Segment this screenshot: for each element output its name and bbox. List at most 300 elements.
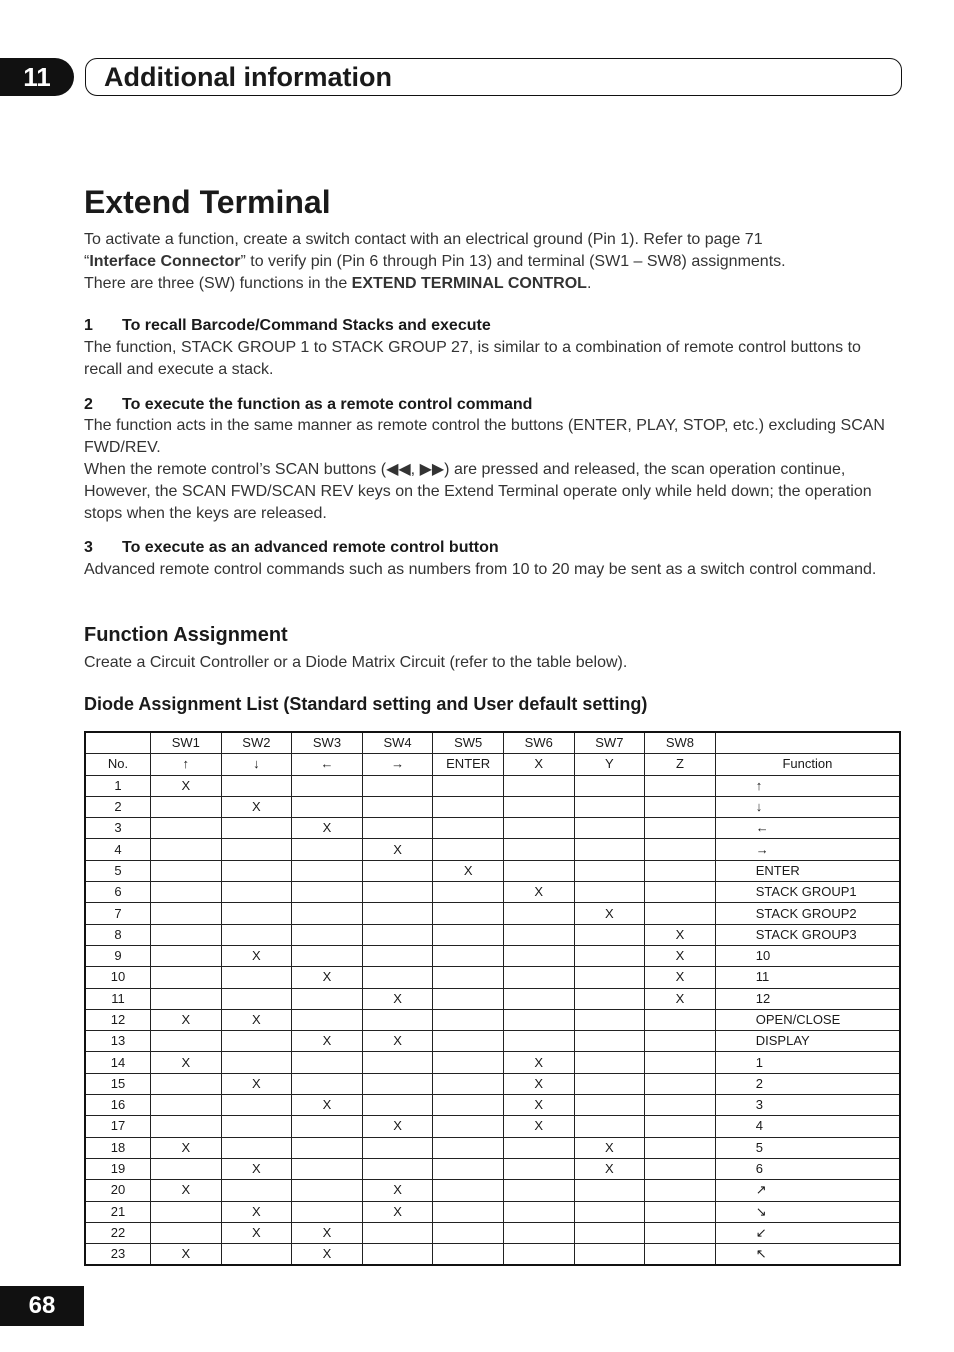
switch-cell <box>292 924 363 945</box>
table-row <box>85 860 900 881</box>
switch-cell: X <box>574 1137 645 1158</box>
switch-cell <box>645 1180 716 1201</box>
switch-cell: X <box>503 1095 574 1116</box>
switch-cell: X <box>645 988 716 1009</box>
switch-cell <box>292 1073 363 1094</box>
step-2-number: 2 <box>84 396 93 413</box>
step-3-title: To execute as an advanced remote control button <box>122 539 499 556</box>
function-cell: ENTER <box>715 860 900 881</box>
switch-cell <box>292 1009 363 1030</box>
switch-cell <box>292 945 363 966</box>
switch-cell <box>151 945 222 966</box>
table-row <box>85 988 900 1009</box>
chapter-title: Additional information <box>104 62 392 92</box>
switch-cell <box>292 1137 363 1158</box>
switch-cell: ← <box>292 754 363 775</box>
switch-cell <box>292 775 363 796</box>
function-cell: 12 <box>715 988 900 1009</box>
step-1-title: To recall Barcode/Command Stacks and execute <box>122 317 491 334</box>
function-cell: ← <box>715 818 900 839</box>
switch-cell <box>221 1137 292 1158</box>
switch-cell <box>645 903 716 924</box>
switch-cell: X <box>362 1180 433 1201</box>
intro-line3-post: . <box>586 275 592 292</box>
switch-cell <box>574 924 645 945</box>
switch-cell <box>151 1031 222 1052</box>
switch-cell: X <box>574 903 645 924</box>
table-header-row-switches <box>85 732 900 754</box>
switch-cell <box>574 988 645 1009</box>
function-cell: → <box>715 839 900 860</box>
switch-cell <box>503 796 574 817</box>
switch-cell <box>221 882 292 903</box>
switch-cell <box>433 1201 504 1222</box>
switch-cell: X <box>362 1031 433 1052</box>
switch-cell <box>362 1158 433 1179</box>
switch-cell <box>292 796 363 817</box>
step-2-title: To execute the function as a remote control command <box>122 396 533 413</box>
intro-line1: To activate a function, create a switch contact with an electrical ground (Pin 1). Refer to page 71 <box>84 231 763 248</box>
step-2-text-scan: When the remote control’s SCAN buttons (◀◀, ▶▶) are pressed and released, the scan operation continue, However, the SCAN FWD/SCAN REV keys on the Extend Terminal operate only while held down; the operation stops when the keys are released. <box>84 461 872 522</box>
switch-cell <box>433 988 504 1009</box>
extend-terminal-control-ref: EXTEND TERMINAL CONTROL <box>351 275 587 292</box>
switch-cell <box>645 1095 716 1116</box>
switch-cell <box>292 988 363 1009</box>
table-row <box>85 1201 900 1222</box>
function-cell: STACK GROUP1 <box>715 882 900 903</box>
chapter-number-badge: 11 <box>0 58 74 96</box>
step-1-text: The function, STACK GROUP 1 to STACK GROUP 27, is similar to a combination of remote control buttons to recall and execute a stack. <box>84 339 861 378</box>
switch-cell <box>151 1201 222 1222</box>
switch-cell <box>221 775 292 796</box>
row-number-cell: 2 <box>85 796 151 817</box>
switch-cell <box>574 882 645 903</box>
switch-cell: Z <box>645 754 716 775</box>
function-cell: ↗ <box>715 1180 900 1201</box>
table-row <box>85 1031 900 1052</box>
switch-cell <box>221 818 292 839</box>
row-number-cell: 12 <box>85 1009 151 1030</box>
switch-cell <box>433 1244 504 1266</box>
function-cell: 1 <box>715 1052 900 1073</box>
row-number-cell: 15 <box>85 1073 151 1094</box>
switch-cell <box>221 1095 292 1116</box>
row-number-cell: 8 <box>85 924 151 945</box>
switch-cell <box>151 882 222 903</box>
switch-cell: X <box>151 1052 222 1073</box>
row-number-cell: 11 <box>85 988 151 1009</box>
switch-cell <box>645 796 716 817</box>
row-number-cell: 22 <box>85 1222 151 1243</box>
page-title: Extend Terminal <box>84 184 331 220</box>
switch-cell <box>574 1201 645 1222</box>
switch-cell <box>645 1244 716 1266</box>
row-number-cell: 6 <box>85 882 151 903</box>
function-cell: 10 <box>715 945 900 966</box>
function-cell: 4 <box>715 1116 900 1137</box>
switch-cell <box>292 1158 363 1179</box>
row-number-cell: 7 <box>85 903 151 924</box>
switch-cell <box>574 945 645 966</box>
switch-cell <box>151 988 222 1009</box>
switch-cell <box>433 818 504 839</box>
table-row <box>85 1009 900 1030</box>
row-number-cell: No. <box>85 754 151 775</box>
switch-cell <box>221 1244 292 1266</box>
row-number-cell: 16 <box>85 1095 151 1116</box>
switch-cell <box>645 839 716 860</box>
switch-cell: X <box>362 1201 433 1222</box>
switch-cell: X <box>221 1222 292 1243</box>
step-3-number: 3 <box>84 539 93 556</box>
table-row <box>85 967 900 988</box>
switch-cell <box>433 882 504 903</box>
switch-cell <box>645 882 716 903</box>
switch-cell <box>151 903 222 924</box>
table-row <box>85 1073 900 1094</box>
table-row <box>85 1137 900 1158</box>
function-cell: 2 <box>715 1073 900 1094</box>
switch-cell <box>574 967 645 988</box>
switch-cell <box>503 945 574 966</box>
step-1-heading <box>84 315 491 337</box>
switch-cell <box>292 839 363 860</box>
function-cell: 6 <box>715 1158 900 1179</box>
switch-cell <box>503 967 574 988</box>
switch-cell <box>645 1052 716 1073</box>
switch-cell <box>503 1009 574 1030</box>
switch-cell <box>574 1031 645 1052</box>
table-row <box>85 818 900 839</box>
switch-cell: X <box>503 1116 574 1137</box>
switch-cell <box>362 818 433 839</box>
switch-cell: X <box>151 775 222 796</box>
switch-cell <box>503 1201 574 1222</box>
step-3-heading <box>84 537 499 559</box>
intro-line2: ” to verify pin (Pin 6 through Pin 13) and terminal (SW1 – SW8) assignments. <box>240 253 786 270</box>
table-row <box>85 775 900 796</box>
function-cell: ↓ <box>715 796 900 817</box>
switch-cell <box>503 1222 574 1243</box>
switch-cell <box>574 1052 645 1073</box>
switch-cell <box>433 1073 504 1094</box>
step-3-text: Advanced remote control commands such as numbers from 10 to 20 may be sent as a switch control command. <box>84 561 877 578</box>
switch-cell <box>503 775 574 796</box>
function-cell: OPEN/CLOSE <box>715 1009 900 1030</box>
switch-cell <box>433 1031 504 1052</box>
step-2-heading <box>84 394 532 416</box>
switch-cell <box>362 796 433 817</box>
table-row <box>85 882 900 903</box>
switch-cell <box>151 796 222 817</box>
intro-paragraph <box>84 229 894 295</box>
switch-cell: X <box>503 1073 574 1094</box>
switch-cell <box>433 1180 504 1201</box>
row-number-cell: 4 <box>85 839 151 860</box>
table-row <box>85 1180 900 1201</box>
switch-cell <box>151 924 222 945</box>
switch-cell <box>574 1073 645 1094</box>
switch-cell <box>433 903 504 924</box>
switch-cell: X <box>221 1158 292 1179</box>
switch-cell <box>645 860 716 881</box>
switch-cell <box>503 818 574 839</box>
table-row <box>85 1222 900 1243</box>
switch-cell <box>574 1116 645 1137</box>
table-row <box>85 796 900 817</box>
switch-cell <box>151 1158 222 1179</box>
page-number-badge: 68 <box>0 1286 84 1326</box>
switch-cell <box>362 945 433 966</box>
switch-cell <box>503 1031 574 1052</box>
switch-cell <box>433 924 504 945</box>
switch-cell <box>221 903 292 924</box>
function-cell: ↘ <box>715 1201 900 1222</box>
switch-cell: X <box>221 945 292 966</box>
switch-cell: X <box>151 1180 222 1201</box>
switch-cell <box>221 924 292 945</box>
row-number-cell: 21 <box>85 1201 151 1222</box>
switch-cell <box>503 988 574 1009</box>
switch-cell <box>292 1201 363 1222</box>
switch-cell <box>645 775 716 796</box>
switch-cell <box>574 860 645 881</box>
switch-cell: X <box>362 988 433 1009</box>
switch-cell <box>221 988 292 1009</box>
switch-cell <box>292 1052 363 1073</box>
switch-cell <box>221 1031 292 1052</box>
function-cell: ↖ <box>715 1244 900 1266</box>
row-number-cell: 9 <box>85 945 151 966</box>
row-number-cell <box>85 732 151 754</box>
switch-cell: X <box>292 818 363 839</box>
switch-cell <box>645 1158 716 1179</box>
switch-cell <box>503 860 574 881</box>
step-1-number: 1 <box>84 317 93 334</box>
function-cell: 3 <box>715 1095 900 1116</box>
switch-cell: SW8 <box>645 732 716 754</box>
switch-cell <box>645 1031 716 1052</box>
switch-cell <box>221 1180 292 1201</box>
row-number-cell: 5 <box>85 860 151 881</box>
switch-cell <box>362 967 433 988</box>
switch-cell: X <box>151 1244 222 1266</box>
switch-cell: SW5 <box>433 732 504 754</box>
switch-cell <box>645 818 716 839</box>
table-row <box>85 1052 900 1073</box>
switch-cell <box>645 1009 716 1030</box>
function-cell: STACK GROUP2 <box>715 903 900 924</box>
switch-cell <box>574 1222 645 1243</box>
switch-cell: X <box>221 1201 292 1222</box>
row-number-cell: 1 <box>85 775 151 796</box>
switch-cell: SW3 <box>292 732 363 754</box>
switch-cell <box>433 945 504 966</box>
switch-cell <box>433 796 504 817</box>
switch-cell <box>574 1009 645 1030</box>
diode-list-heading: Diode Assignment List (Standard setting and User default setting) <box>84 694 648 714</box>
switch-cell: X <box>292 967 363 988</box>
switch-cell <box>151 1116 222 1137</box>
switch-cell <box>574 796 645 817</box>
table-row <box>85 1158 900 1179</box>
function-cell: Function <box>715 754 900 775</box>
row-number-cell: 10 <box>85 967 151 988</box>
switch-cell <box>151 967 222 988</box>
switch-cell: X <box>362 839 433 860</box>
switch-cell <box>433 1009 504 1030</box>
switch-cell <box>151 1095 222 1116</box>
switch-cell <box>221 860 292 881</box>
switch-cell <box>503 924 574 945</box>
switch-cell <box>433 1158 504 1179</box>
switch-cell: ↓ <box>221 754 292 775</box>
switch-cell <box>645 1222 716 1243</box>
intro-quote-open: “ <box>84 253 90 270</box>
row-number-cell: 23 <box>85 1244 151 1266</box>
switch-cell <box>362 1009 433 1030</box>
table-header-row-keys <box>85 754 900 775</box>
switch-cell <box>151 818 222 839</box>
switch-cell <box>574 1095 645 1116</box>
switch-cell <box>292 1180 363 1201</box>
switch-cell <box>433 1116 504 1137</box>
switch-cell: X <box>292 1095 363 1116</box>
row-number-cell: 3 <box>85 818 151 839</box>
switch-cell <box>151 1073 222 1094</box>
switch-cell <box>433 775 504 796</box>
switch-cell <box>362 924 433 945</box>
switch-cell <box>362 775 433 796</box>
switch-cell <box>433 1222 504 1243</box>
switch-cell <box>503 1158 574 1179</box>
switch-cell: X <box>221 796 292 817</box>
switch-cell: SW2 <box>221 732 292 754</box>
row-number-cell: 20 <box>85 1180 151 1201</box>
switch-cell <box>292 882 363 903</box>
function-assignment-heading: Function Assignment <box>84 624 288 646</box>
switch-cell <box>292 1116 363 1137</box>
table-row <box>85 945 900 966</box>
switch-cell: X <box>645 967 716 988</box>
switch-cell: Y <box>574 754 645 775</box>
switch-cell <box>362 1052 433 1073</box>
function-cell: 5 <box>715 1137 900 1158</box>
switch-cell <box>151 839 222 860</box>
switch-cell <box>362 903 433 924</box>
switch-cell <box>503 1244 574 1266</box>
switch-cell <box>362 1137 433 1158</box>
switch-cell <box>362 1222 433 1243</box>
switch-cell: SW6 <box>503 732 574 754</box>
switch-cell <box>645 1201 716 1222</box>
switch-cell: → <box>362 754 433 775</box>
switch-cell <box>151 860 222 881</box>
switch-cell: X <box>503 754 574 775</box>
switch-cell: SW7 <box>574 732 645 754</box>
switch-cell <box>433 1095 504 1116</box>
switch-cell <box>645 1116 716 1137</box>
switch-cell <box>221 1116 292 1137</box>
switch-cell <box>503 839 574 860</box>
switch-cell <box>433 967 504 988</box>
switch-cell <box>221 967 292 988</box>
switch-cell <box>362 882 433 903</box>
switch-cell <box>645 1073 716 1094</box>
switch-cell: X <box>645 945 716 966</box>
switch-cell: X <box>503 1052 574 1073</box>
function-cell: ↑ <box>715 775 900 796</box>
switch-cell <box>433 1052 504 1073</box>
switch-cell <box>574 1180 645 1201</box>
switch-cell: X <box>433 860 504 881</box>
row-number-cell: 14 <box>85 1052 151 1073</box>
switch-cell: X <box>292 1244 363 1266</box>
function-cell: DISPLAY <box>715 1031 900 1052</box>
interface-connector-ref: Interface Connector <box>89 253 241 270</box>
step-2-text: The function acts in the same manner as remote control the buttons (ENTER, PLAY, STOP, etc.) excluding SCAN FWD/REV. <box>84 417 885 456</box>
table-row <box>85 903 900 924</box>
switch-cell <box>362 1244 433 1266</box>
function-cell: 11 <box>715 967 900 988</box>
switch-cell: X <box>645 924 716 945</box>
row-number-cell: 19 <box>85 1158 151 1179</box>
switch-cell <box>292 860 363 881</box>
switch-cell <box>151 1222 222 1243</box>
switch-cell: SW4 <box>362 732 433 754</box>
switch-cell: X <box>292 1222 363 1243</box>
table-row <box>85 1116 900 1137</box>
switch-cell <box>574 839 645 860</box>
switch-cell: SW1 <box>151 732 222 754</box>
switch-cell: X <box>503 882 574 903</box>
switch-cell: X <box>362 1116 433 1137</box>
function-cell: STACK GROUP3 <box>715 924 900 945</box>
switch-cell <box>574 818 645 839</box>
intro-line3-pre: There are three (SW) functions in the <box>84 275 352 292</box>
switch-cell: ENTER <box>433 754 504 775</box>
switch-cell: X <box>574 1158 645 1179</box>
table-row <box>85 1244 900 1266</box>
row-number-cell: 13 <box>85 1031 151 1052</box>
switch-cell <box>574 1244 645 1266</box>
function-cell: ↙ <box>715 1222 900 1243</box>
switch-cell <box>433 839 504 860</box>
switch-cell: X <box>221 1073 292 1094</box>
switch-cell <box>292 903 363 924</box>
switch-cell: X <box>221 1009 292 1030</box>
switch-cell <box>645 1137 716 1158</box>
function-assignment-text: Create a Circuit Controller or a Diode Matrix Circuit (refer to the table below). <box>84 654 628 671</box>
table-row <box>85 839 900 860</box>
switch-cell <box>362 860 433 881</box>
switch-cell <box>503 1137 574 1158</box>
diode-assignment-table <box>84 731 901 1266</box>
switch-cell <box>362 1095 433 1116</box>
switch-cell: ↑ <box>151 754 222 775</box>
switch-cell <box>362 1073 433 1094</box>
switch-cell: X <box>292 1031 363 1052</box>
row-number-cell: 17 <box>85 1116 151 1137</box>
switch-cell <box>221 839 292 860</box>
switch-cell <box>221 1052 292 1073</box>
switch-cell: X <box>151 1137 222 1158</box>
switch-cell <box>574 775 645 796</box>
table-row <box>85 1095 900 1116</box>
switch-cell <box>433 1137 504 1158</box>
function-cell <box>715 732 900 754</box>
switch-cell: X <box>151 1009 222 1030</box>
